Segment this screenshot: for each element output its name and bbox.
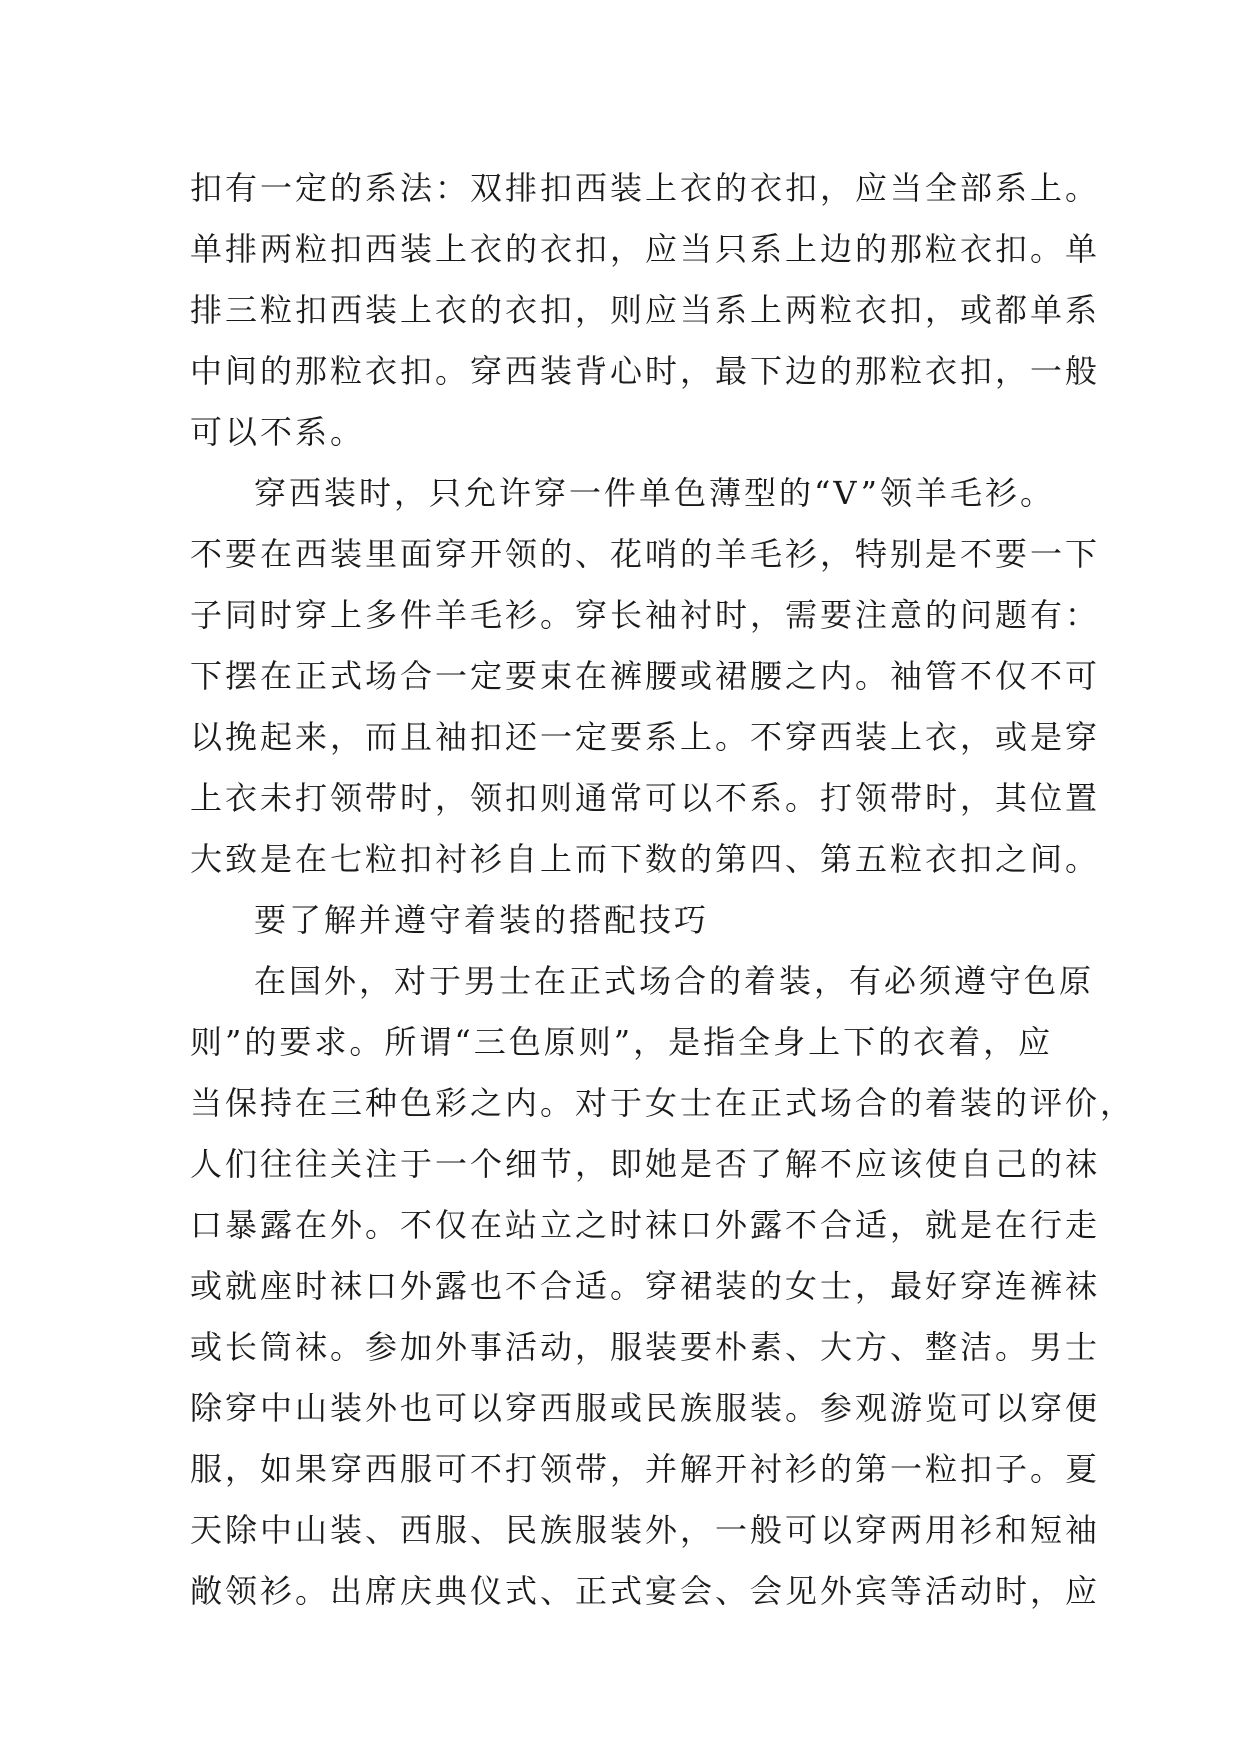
text-line: 排三粒扣西装上衣的衣扣，则应当系上两粒衣扣，或都单系	[190, 291, 1101, 329]
text-line: 子同时穿上多件羊毛衫。穿长袖衬时，需要注意的问题有：	[190, 596, 1101, 634]
text-line: 单排两粒扣西装上衣的衣扣，应当只系上边的那粒衣扣。单	[190, 230, 1101, 268]
text-line: 则”的要求。所谓“三色原则”，是指全身上下的衣着，应	[190, 1023, 1054, 1061]
text-line: 穿西装时，只允许穿一件单色薄型的“V”领羊毛衫。	[254, 474, 1056, 512]
text-line: 当保持在三种色彩之内。对于女士在正式场合的着装的评价，	[190, 1084, 1136, 1122]
text-line: 下摆在正式场合一定要束在裤腰或裙腰之内。袖管不仅不可	[190, 657, 1101, 695]
text-line: 扣有一定的系法：双排扣西装上衣的衣扣，应当全部系上。	[190, 169, 1101, 207]
text-line: 口暴露在外。不仅在站立之时袜口外露不合适，就是在行走	[190, 1206, 1101, 1244]
text-line: 天除中山装、西服、民族服装外，一般可以穿两用衫和短袖	[190, 1511, 1101, 1549]
text-line: 在国外，对于男士在正式场合的着装，有必须遵守色原	[254, 962, 1095, 1000]
text-line: 或就座时袜口外露也不合适。穿裙装的女士，最好穿连裤袜	[190, 1267, 1101, 1305]
text-line: 中间的那粒衣扣。穿西装背心时，最下边的那粒衣扣，一般	[190, 352, 1101, 390]
text-line: 要了解并遵守着装的搭配技巧	[254, 901, 710, 939]
text-line: 大致是在七粒扣衬衫自上而下数的第四、第五粒衣扣之间。	[190, 840, 1101, 878]
text-line: 上衣未打领带时，领扣则通常可以不系。打领带时，其位置	[190, 779, 1101, 817]
text-line: 可以不系。	[190, 413, 366, 451]
text-line: 除穿中山装外也可以穿西服或民族服装。参观游览可以穿便	[190, 1389, 1101, 1427]
text-line: 不要在西装里面穿开领的、花哨的羊毛衫，特别是不要一下	[190, 535, 1101, 573]
text-line: 服，如果穿西服可不打领带，并解开衬衫的第一粒扣子。夏	[190, 1450, 1101, 1488]
text-line: 人们往往关注于一个细节，即她是否了解不应该使自己的袜	[190, 1145, 1101, 1183]
text-line: 或长筒袜。参加外事活动，服装要朴素、大方、整洁。男士	[190, 1328, 1101, 1366]
text-line: 以挽起来，而且袖扣还一定要系上。不穿西装上衣，或是穿	[190, 718, 1101, 756]
document-body	[190, 158, 1136, 1622]
text-line: 敞领衫。出席庆典仪式、正式宴会、会见外宾等活动时，应	[190, 1572, 1101, 1610]
